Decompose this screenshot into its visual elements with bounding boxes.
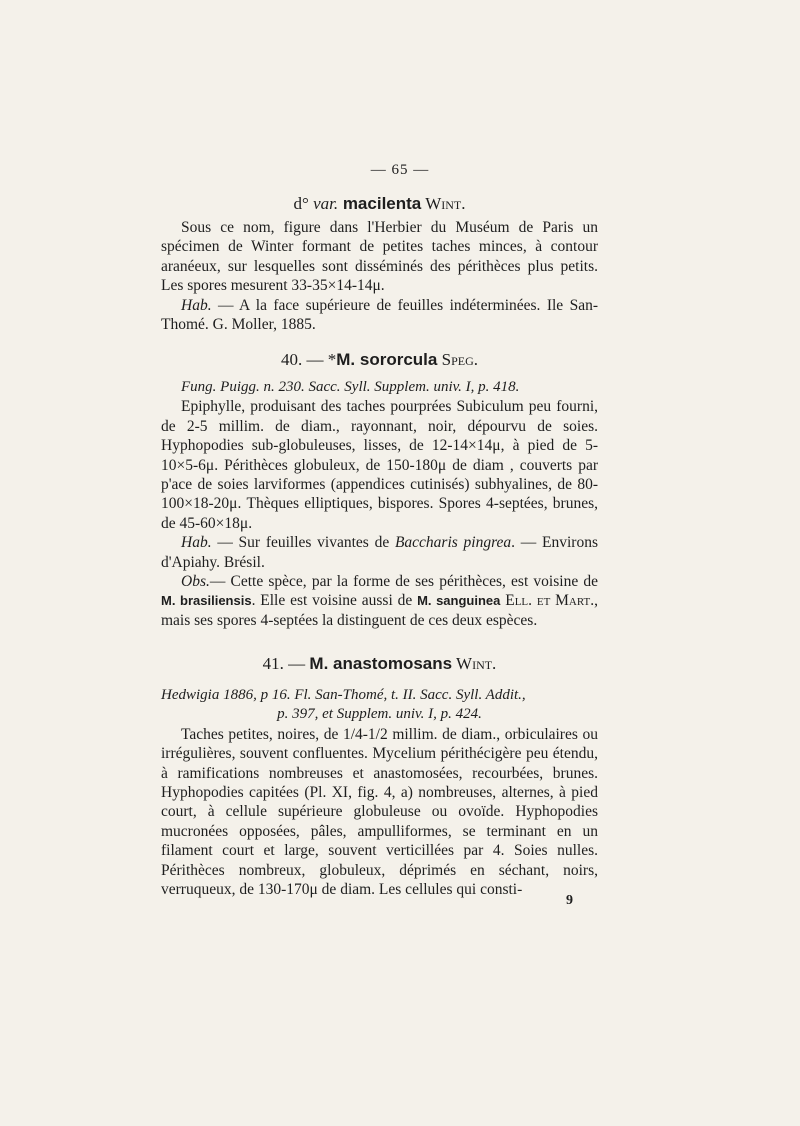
hab-text-1: — Sur feuilles vivantes de	[211, 534, 395, 552]
species-41-description: Taches petites, noires, de 1/4-1/2 millim. de diam., orbiculaires ou irrégulières, souvent confluentes. Mycelium périthécigère peu étendu, à ramifications nombreuses et anastomosées, recourbées, brunes. Hyphopodies capitées (Pl. XI, fig. 4, a) nombreuses, alternes, à pied court, à cellule supérieure globuleuse ou ovoïde. Hyphopodies mucronées opposées, pâles, ampulliformes, se terminant en un filament court et large, souvent verticillées par 4. Soies nulles. Périthèces nombreux, globuleux, déprimés en séchant, noirs, verruqueux, de 130-170μ de diam. Les cellules qui consti-	[161, 725, 598, 899]
obs-text-3: , mais ses spores 4-septées la distinguent de ces deux espèces.	[161, 592, 599, 629]
page-number: — 65 —	[370, 162, 430, 178]
species-40-heading	[161, 350, 598, 370]
species-41-name: M. anastomosans	[309, 654, 453, 673]
species-40-author: Speg.	[437, 350, 478, 369]
species-40-habitat	[161, 533, 598, 572]
species-41-reference-line-2: p. 397, et Supplem. univ. I, p. 424.	[277, 706, 482, 723]
hab-label: Hab.	[181, 296, 212, 314]
var-heading	[161, 194, 598, 214]
obs-author-2: Ell. et Mart.	[500, 592, 595, 610]
species-40-number: 40. — *	[281, 350, 337, 369]
hab-host: Baccharis pingrea	[394, 534, 512, 552]
species-40-description: Epiphylle, produisant des taches pourprées Subiculum peu fourni, de 2-5 millim. de diam., rayonnant, noir, dépourvu de soies. Hyphopodies sub-globuleuses, lisses, de 12-14×14μ, à pied de 5-10×5-6μ. Périthèces globuleux, de 150-180μ de diam , couverts par p'ace de soies larviformes (appendices cutinisés) subhyalines, de 80-100×18-20μ. Thèques elliptiques, bispores. Spores 4-septées, brunes, de 45-60×18μ.	[161, 398, 598, 532]
obs-text-2: . Elle est voisine aussi de	[251, 592, 418, 610]
obs-name-1: M. brasiliensis	[161, 593, 252, 609]
species-41-number: 41. —	[262, 654, 310, 673]
species-41-heading	[161, 654, 598, 674]
obs-name-2: M. sanguinea	[417, 593, 501, 609]
var-macilenta-section	[161, 194, 598, 334]
var-habitat	[161, 296, 598, 335]
hab-text: — A la face supérieure de feuilles indéterminées. Ile San-Thomé. G. Moller, 1885.	[161, 296, 598, 334]
sheet-mark: 9	[566, 893, 573, 908]
species-40-observation	[161, 572, 598, 630]
var-name: macilenta	[338, 194, 422, 213]
var-prefix: d°	[293, 194, 314, 213]
species-41-reference-line-1: Hedwigia 1886, p 16. Fl. San-Thomé, t. II. Sacc. Syll. Addit.,	[161, 687, 526, 703]
species-41-section	[161, 654, 598, 899]
var-author: Wint.	[421, 194, 466, 213]
obs-label: Obs.	[181, 573, 210, 591]
var-paragraph: Sous ce nom, figure dans l'Herbier du Muséum de Paris un spécimen de Winter formant de petites taches minces, à contour aranéeux, sur lesquelles sont disséminés des périthèces plus petits. Les spores mesurent 33-35×14-14μ.	[161, 219, 598, 295]
species-41-author: Wint.	[452, 654, 497, 673]
species-40-section	[161, 350, 598, 630]
species-40-name: M. sororcula	[336, 350, 438, 369]
hab-label: Hab.	[181, 534, 212, 552]
var-label: var.	[313, 194, 339, 213]
species-40-reference: Fung. Puigg. n. 230. Sacc. Syll. Supplem. univ. I, p. 418.	[181, 379, 520, 395]
obs-text-1: — Cette spèce, par la forme de ses périthèces, est voisine de	[209, 573, 598, 591]
hab-text-2: . — Environs d'Apiahy. Brésil.	[161, 534, 598, 571]
